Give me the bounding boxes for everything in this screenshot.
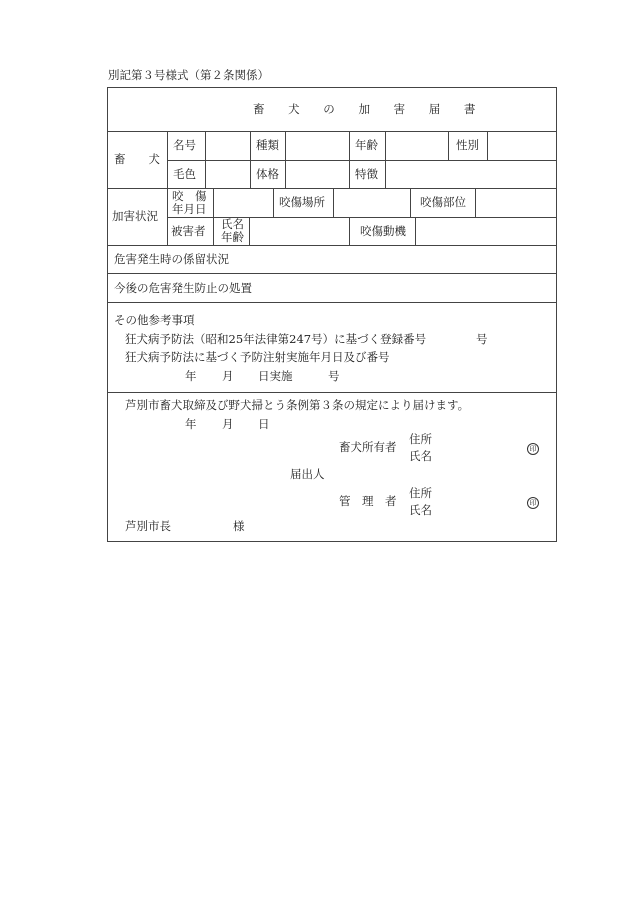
manager-label: 管 理 者 <box>339 494 397 508</box>
rule <box>213 188 214 245</box>
rule <box>415 217 416 245</box>
rule <box>475 188 476 217</box>
rule <box>167 188 168 245</box>
victim-name-label-line1: 氏名 <box>221 217 244 231</box>
restraint-status-label: 危害発生時の係留状況 <box>114 252 229 266</box>
declaration-month: 月 <box>222 417 234 431</box>
dog-sex-label: 性別 <box>456 138 479 152</box>
harm-section-label: 加害状況 <box>112 209 158 223</box>
rule <box>349 217 350 245</box>
notifier-label: 届出人 <box>290 467 325 481</box>
manager-seal-icon: 印 <box>527 497 539 509</box>
rule <box>285 131 286 188</box>
addressee-honorific: 様 <box>233 519 245 533</box>
declaration-year: 年 <box>185 417 197 431</box>
rule <box>205 131 206 188</box>
notes-heading: その他参考事項 <box>114 313 195 327</box>
victim-name-label-line2: 年齢 <box>221 230 244 244</box>
vaccination-day: 日実施 <box>258 369 293 383</box>
form-number-label: 別記第３号様式（第２条関係） <box>108 68 269 82</box>
rule <box>349 131 350 188</box>
form-title: 畜 犬 の 加 害 届 書 <box>253 102 486 116</box>
vaccination-month: 月 <box>222 369 234 383</box>
addressee-label: 芦別市長 <box>125 519 171 533</box>
vaccination-number-unit: 号 <box>328 369 340 383</box>
manager-name-label: 氏名 <box>409 503 432 517</box>
bite-date-label-line1: 咬 傷 <box>172 189 207 203</box>
manager-address-label: 住所 <box>409 486 432 500</box>
registration-number-unit: 号 <box>476 332 488 346</box>
dog-build-label: 体格 <box>256 167 279 181</box>
rule <box>273 188 274 217</box>
bite-place-label: 咬傷場所 <box>279 195 325 209</box>
rule <box>167 160 557 161</box>
rule <box>410 188 411 217</box>
rule <box>107 245 557 246</box>
dog-features-label: 特徴 <box>355 167 378 181</box>
dog-coat-color-label: 毛色 <box>173 167 196 181</box>
rule <box>107 273 557 274</box>
dog-age-label: 年齢 <box>355 138 378 152</box>
rule <box>250 131 251 188</box>
dog-name-label: 名号 <box>173 138 196 152</box>
prevention-measures-label: 今後の危害発生防止の処置 <box>114 281 252 295</box>
rule <box>249 217 250 245</box>
owner-name-label: 氏名 <box>409 449 432 463</box>
bite-motive-label: 咬傷動機 <box>360 224 406 238</box>
owner-seal-icon: 印 <box>527 443 539 455</box>
declaration-text: 芦別市畜犬取締及び野犬掃とう条例第３条の規定により届けます。 <box>125 398 470 412</box>
vaccination-label: 狂犬病予防法に基づく予防注射実施年月日及び番号 <box>125 350 390 364</box>
vaccination-year: 年 <box>185 369 197 383</box>
rule <box>107 131 557 132</box>
rule <box>107 302 557 303</box>
bite-date-label-line2: 年月日 <box>172 202 207 216</box>
bite-part-label: 咬傷部位 <box>420 195 466 209</box>
rule <box>167 131 168 188</box>
rule <box>333 188 334 217</box>
owner-address-label: 住所 <box>409 432 432 446</box>
owner-label: 畜犬所有者 <box>339 440 397 454</box>
rule <box>487 131 488 160</box>
registration-number-label: 狂犬病予防法（昭和25年法律第247号）に基づく登録番号 <box>125 332 427 346</box>
victim-label: 被害者 <box>171 224 206 238</box>
dog-section-label: 畜 犬 <box>114 152 160 166</box>
rule <box>385 131 386 188</box>
rule <box>107 392 557 393</box>
rule <box>448 131 449 160</box>
declaration-day: 日 <box>258 417 270 431</box>
dog-breed-label: 種類 <box>256 138 279 152</box>
